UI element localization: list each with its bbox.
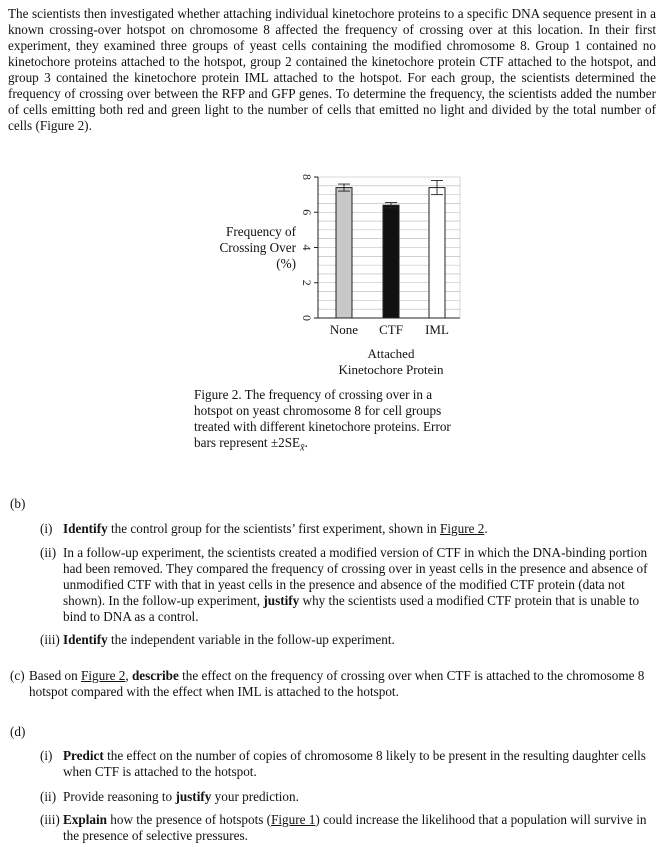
command-verb: justify [175,789,212,804]
question-text-end: the effect on the frequency of crossing over when CTF is attached to the chromosome 8 hotspot compared with the effect when IML is attached to the hotspot. [29,668,645,699]
question-text-end: ) could increase the likelihood that a population will survive in the presence of selective pressures. [63,812,647,843]
question-number: (iii) [40,632,60,647]
part-b-label: (b) [10,496,26,511]
question-text: the independent variable in the follow-up experiment. [107,632,395,647]
category-label: None [329,322,359,337]
intro-paragraph: The scientists then investigated whether attaching individual kinetochore proteins to a specific DNA sequence present in a known crossing-over hotspot on chromosome 8 affected the frequency of crossing over at this location. In their first experiment, they examined three groups of yeast cells containing the modified chromosome 8. Group 1 contained no kinetochore proteins attached to the hotspot, group 2 contained the kinetochore protein CTF attached to the hotspot, and group 3 contained the kinetochore protein IML attached to the hotspot. For each group, the scientists determined the frequency of crossing over between the RFP and GFP genes. To determine the frequency, the scientists added the number of cells emitting both red and green light to the number of cells that emitted no light and divided by the total number of cells (Figure 2). [8,6,656,133]
question-number: (ii) [40,545,57,560]
y-axis-label-line: Crossing Over [219,240,296,255]
category-label: IML [425,322,449,337]
question-text-end: why the scientists used a modified CTF protein that is unable to bind to DNA as a control. [63,593,640,624]
command-verb: describe [131,668,179,683]
y-axis-label [200,224,296,272]
figure-1-link[interactable]: Figure 1 [271,812,316,827]
y-axis-label-line: (%) [276,256,296,271]
question-number: (ii) [40,789,57,804]
command-verb: justify [263,593,300,608]
question-text: Provide reasoning to [63,789,176,804]
bar-ctf [383,205,399,318]
y-tick-label: 2 [300,279,314,286]
y-tick-label: 0 [300,315,314,321]
figure-2-link[interactable]: Figure 2 [440,521,485,536]
question-text-end: . [484,521,488,536]
y-tick-label: 8 [300,174,314,180]
chart-ticks [300,174,318,321]
question-text-mid: , [125,668,132,683]
question-number: (iii) [40,812,60,827]
figure-2-link[interactable]: Figure 2 [81,668,126,683]
caption-subscript: x̄ [300,442,305,454]
bar-chart [0,0,663,380]
command-verb: Predict [63,748,104,763]
question-number: (i) [40,748,53,763]
bar-iml [429,188,445,318]
question-number: (c) [10,668,25,683]
chart-bars [336,181,445,318]
question-text-end: your prediction. [211,789,299,804]
chart-xlabel [338,346,444,377]
x-axis-label-line: Attached [367,346,415,361]
category-label: CTF [379,322,403,337]
question-text: the control group for the scientists’ first experiment, shown in [107,521,441,536]
command-verb: Explain [63,812,107,827]
chart-categories [330,322,449,337]
bar-none [336,188,352,318]
caption-end: . [304,435,308,450]
y-tick-label: 4 [300,244,314,251]
question-text: Based on [29,668,82,683]
x-axis-label-line: Kinetochore Protein [338,362,444,377]
question-text: how the presence of hotspots ( [106,812,272,827]
figure-caption [194,387,452,457]
question-text: the effect on the number of copies of chromosome 8 likely to be present in the resulting daughter cells when CTF is attached to the hotspot. [63,748,646,779]
question-number: (i) [40,521,53,536]
command-verb: Identify [63,521,108,536]
y-axis-label-line: Frequency of [226,224,296,239]
command-verb: Identify [63,632,108,647]
y-tick-label: 6 [300,209,314,216]
caption-text: Figure 2. The frequency of crossing over in a hotspot on yeast chromosome 8 for cell groups treated with different kinetochore proteins. Error bars represent ±2SE [194,387,451,450]
part-d-label: (d) [10,724,26,739]
question-text: In a follow-up experiment, the scientists created a modified version of CTF in which the DNA-binding portion had been removed. They compared the frequency of crossing over in yeast cells in the presence and absence of unmodified CTF with that in yeast cells in the presence and absence of the modified CTF protein (data not shown). In the follow-up experiment, [63,545,648,608]
